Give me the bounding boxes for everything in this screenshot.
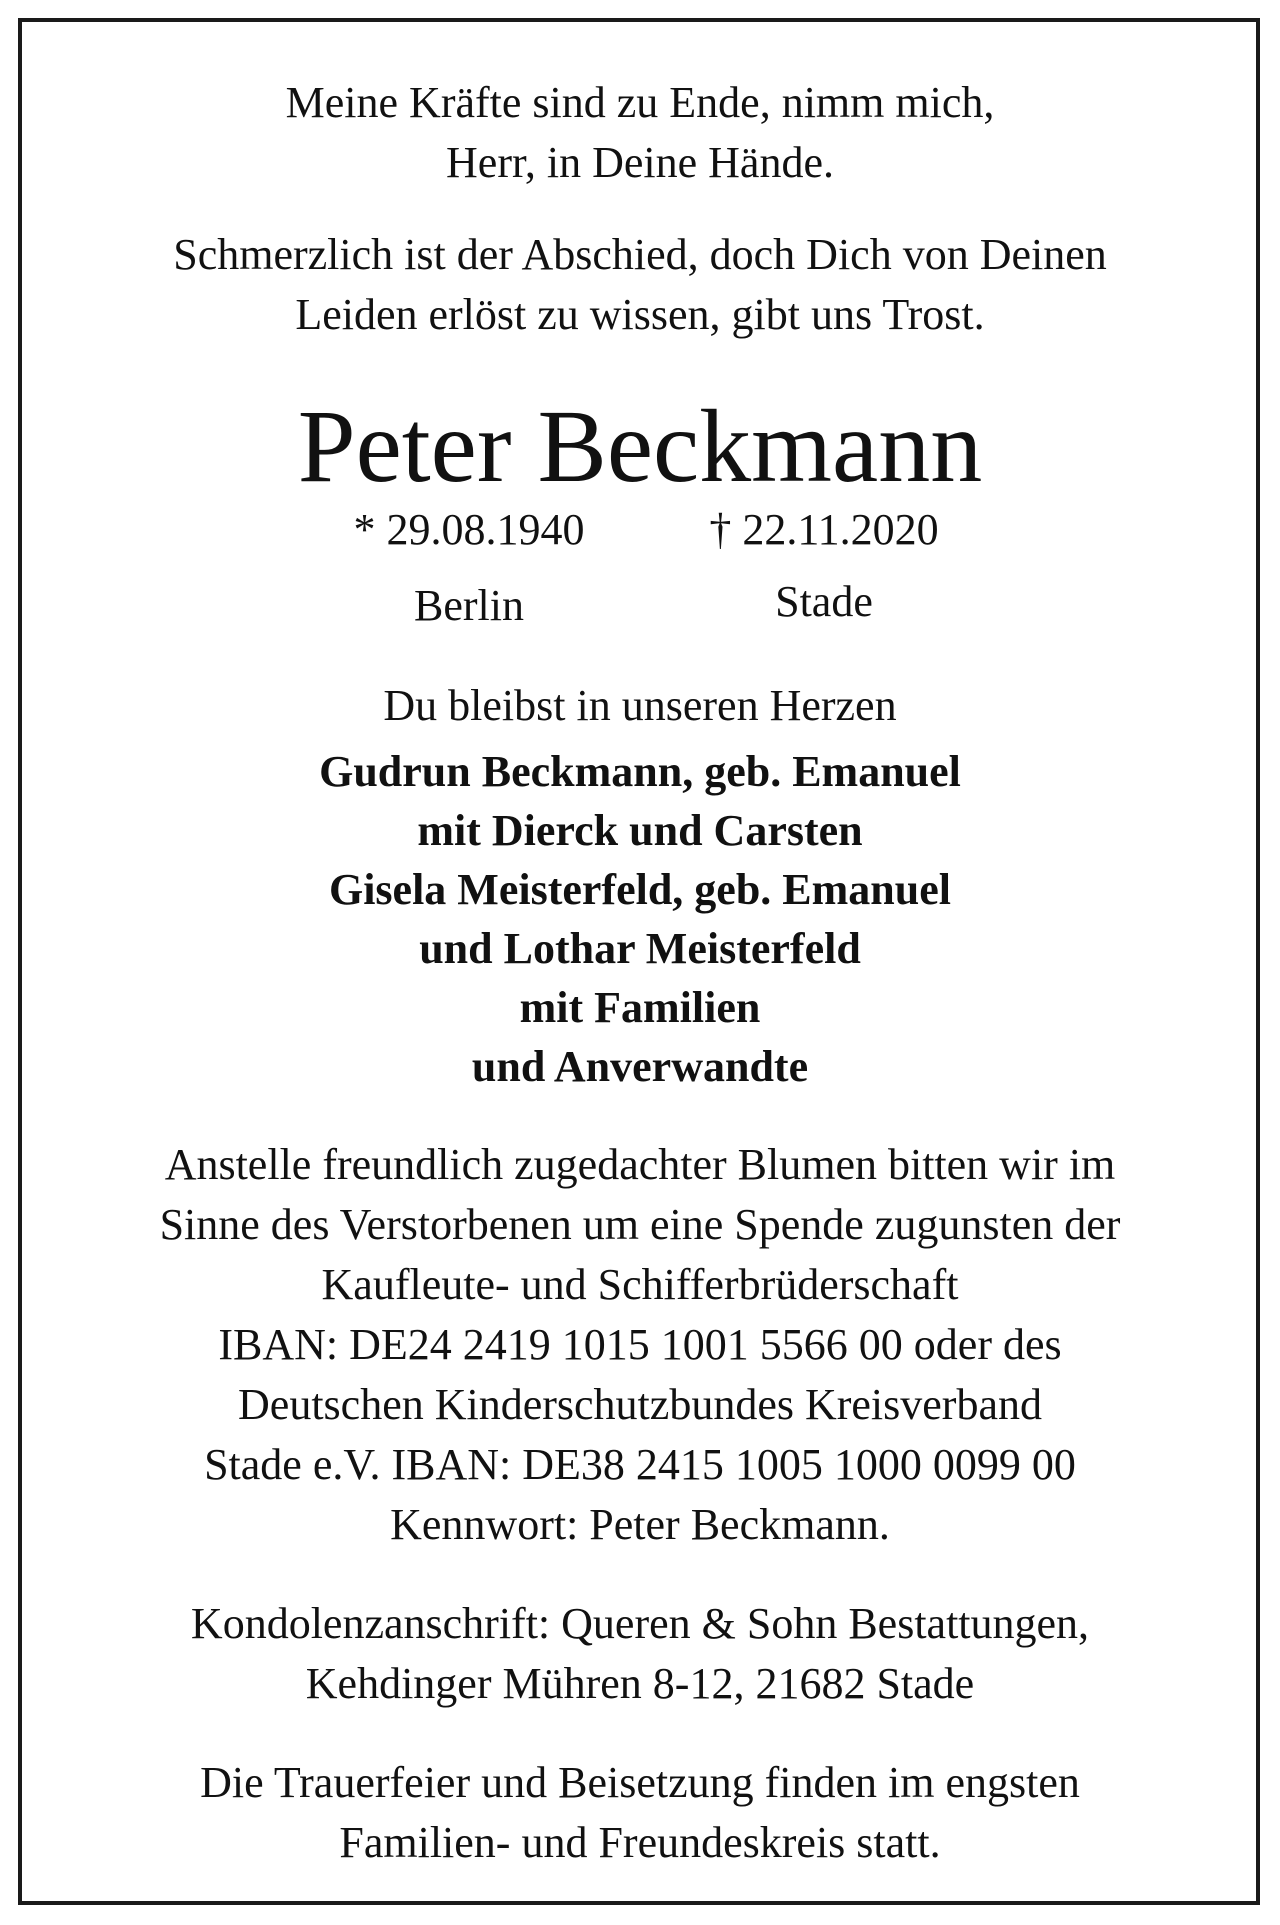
death-date: † 22.11.2020 — [709, 505, 939, 554]
ceremony-note — [0, 1753, 1280, 1873]
death-place: Stade — [775, 577, 873, 626]
comfort-text — [0, 225, 1280, 345]
birth-info — [309, 500, 629, 636]
life-dates — [0, 500, 1280, 630]
donation-line: Kennwort: Peter Beckmann. — [390, 1500, 890, 1549]
verse-line: Herr, in Deine Hände. — [446, 138, 834, 187]
donation-line: Stade e.V. IBAN: DE38 2415 1005 1000 0099 00 — [204, 1440, 1076, 1489]
comfort-line: Schmerzlich ist der Abschied, doch Dich von Deinen — [173, 230, 1107, 279]
condolence-address — [0, 1594, 1280, 1714]
birth-date: * 29.08.1940 — [353, 505, 585, 554]
birth-place: Berlin — [414, 581, 524, 630]
ceremony-line: Die Trauerfeier und Beisetzung finden im engsten — [200, 1758, 1080, 1807]
donation-line: Sinne des Verstorbenen um eine Spende zugunsten der — [159, 1200, 1121, 1249]
condolence-line: Kondolenzanschrift: Queren & Sohn Bestattungen, — [190, 1599, 1090, 1648]
donation-request — [0, 1135, 1280, 1555]
ceremony-line: Familien- und Freundeskreis statt. — [339, 1818, 941, 1867]
death-info — [664, 500, 984, 632]
donation-line: IBAN: DE24 2419 1015 1001 5566 00 oder des — [218, 1320, 1062, 1369]
donation-line: Kaufleute- und Schifferbrüderschaft — [321, 1260, 959, 1309]
deceased-name: Peter Beckmann — [297, 389, 983, 504]
comfort-line: Leiden erlöst zu wissen, gibt uns Trost. — [295, 290, 985, 339]
mourner-line: mit Familien — [519, 983, 761, 1032]
mourner-line: Gisela Meisterfeld, geb. Emanuel — [328, 865, 951, 914]
condolence-line: Kehdinger Mühren 8-12, 21682 Stade — [305, 1659, 975, 1708]
donation-line: Deutschen Kinderschutzbundes Kreisverband — [238, 1380, 1042, 1429]
mourner-line: und Lothar Meisterfeld — [419, 924, 861, 973]
verse — [0, 73, 1280, 193]
mourner-line: mit Dierck und Carsten — [417, 806, 863, 855]
mourner-line: und Anverwandte — [471, 1042, 809, 1091]
mourners-list — [0, 742, 1280, 1096]
verse-line: Meine Kräfte sind zu Ende, nimm mich, — [285, 78, 995, 127]
donation-line: Anstelle freundlich zugedachter Blumen bitten wir im — [164, 1140, 1116, 1189]
mourner-line: Gudrun Beckmann, geb. Emanuel — [319, 747, 961, 796]
farewell-line: Du bleibst in unseren Herzen — [383, 681, 897, 730]
